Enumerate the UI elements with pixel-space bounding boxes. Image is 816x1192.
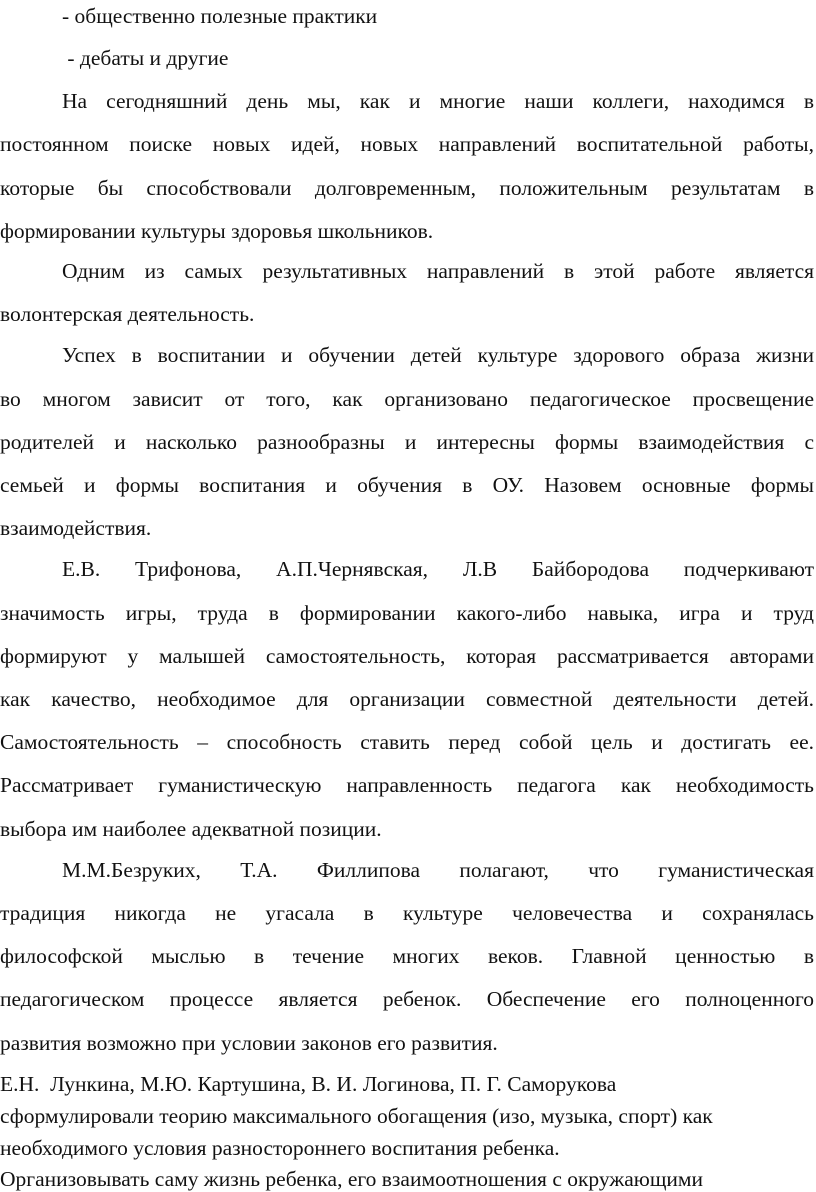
text-line: формируют у малышей самостоятельность, которая рассматривается авторами — [0, 644, 814, 668]
text-line: во многом зависит от того, как организовано педагогическое просвещение — [0, 387, 814, 411]
text-line: значимость игры, труда в формировании какого-либо навыка, игра и труд — [0, 601, 814, 625]
text-line: семьей и формы воспитания и обучения в ОУ. Назовем основные формы — [0, 473, 814, 497]
text-line: Самостоятельность – способность ставить перед собой цель и достигать ее. — [0, 730, 814, 754]
text-line: Организовывать саму жизнь ребенка, его взаимоотношения с окружающими — [0, 1167, 703, 1191]
text-line: сформулировали теорию максимального обогащения (изо, музыка, спорт) как — [0, 1104, 713, 1128]
text-line: которые бы способствовали долговременным, положительным результатам в — [0, 176, 814, 200]
text-line: М.М.Безруких, Т.А. Филлипова полагают, что гуманистическая — [62, 858, 814, 882]
text-line: - дебаты и другие — [62, 46, 229, 70]
text-line: Одним из самых результативных направлений в этой работе является — [62, 259, 814, 283]
text-line: выбора им наиболее адекватной позиции. — [0, 817, 382, 841]
text-line: Рассматривает гуманистическую направленность педагога как необходимость — [0, 773, 814, 797]
text-line: волонтерская деятельность. — [0, 302, 255, 326]
text-line: - общественно полезные практики — [62, 4, 378, 28]
text-line: необходимого условия разностороннего воспитания ребенка. — [0, 1136, 560, 1160]
text-line: формировании культуры здоровья школьников. — [0, 219, 434, 243]
text-line: родителей и насколько разнообразны и интересны формы взаимодействия с — [0, 430, 814, 454]
text-line: философской мыслью в течение многих веков. Главной ценностью в — [0, 944, 814, 968]
text-line: Е.Н. Лункина, М.Ю. Картушина, В. И. Логинова, П. Г. Саморукова — [0, 1072, 617, 1096]
text-line: развития возможно при условии законов его развития. — [0, 1031, 498, 1055]
text-line: педагогическом процессе является ребенок. Обеспечение его полноценного — [0, 987, 814, 1011]
text-line: На сегодняшний день мы, как и многие наши коллеги, находимся в — [62, 89, 814, 113]
text-line: взаимодействия. — [0, 516, 152, 540]
text-line: Е.В. Трифонова, А.П.Чернявская, Л.В Байбородова подчеркивают — [62, 557, 814, 581]
text-line: традиция никогда не угасала в культуре человечества и сохранялась — [0, 901, 814, 925]
text-line: постоянном поиске новых идей, новых направлений воспитательной работы, — [0, 132, 814, 156]
text-line: Успех в воспитании и обучении детей культуре здорового образа жизни — [62, 343, 814, 367]
text-line: как качество, необходимое для организации совместной деятельности детей. — [0, 687, 814, 711]
